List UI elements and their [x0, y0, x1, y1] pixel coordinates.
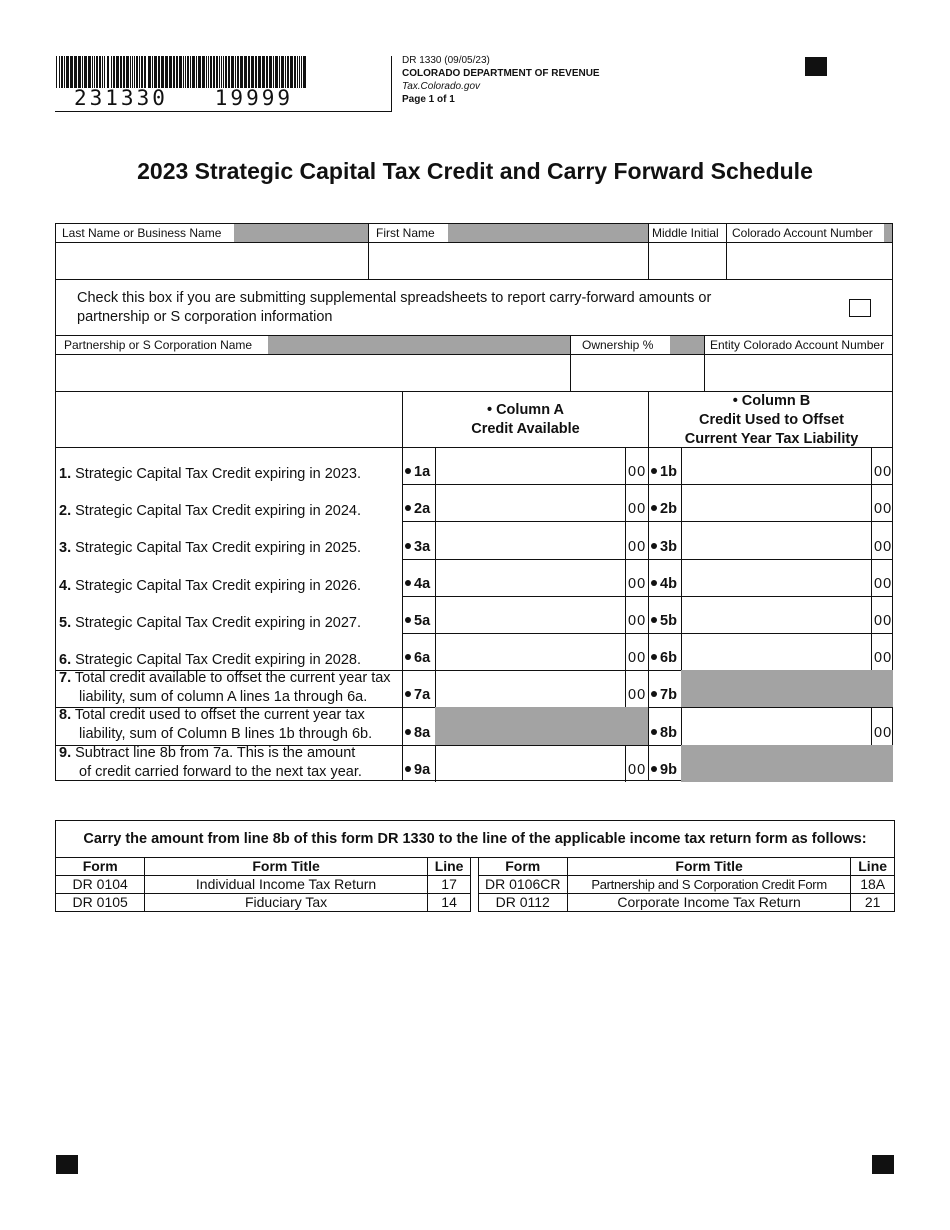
line-description	[59, 669, 391, 707]
registration-mark	[872, 1155, 894, 1174]
entity-account-label: Entity Colorado Account Number	[710, 338, 885, 352]
divider	[402, 391, 403, 781]
divider	[402, 633, 893, 634]
column-b-subtitle: Current Year Tax Liability	[684, 431, 859, 447]
bullet-icon	[405, 617, 411, 623]
line-code-b	[651, 650, 677, 666]
column-b-amount-input[interactable]	[683, 635, 869, 668]
divider	[625, 596, 626, 633]
code-label: 1b	[660, 464, 677, 481]
cents-label: 00	[874, 724, 893, 741]
line-header: Line	[851, 858, 895, 876]
divider	[402, 484, 893, 485]
divider	[681, 559, 682, 596]
shaded-cell	[435, 707, 648, 744]
cents-label: 00	[628, 464, 647, 481]
form-title-cell: Corporate Income Tax Return	[567, 894, 850, 912]
shaded-cell	[681, 670, 893, 707]
line-description	[59, 651, 361, 670]
line-cell: 18A	[851, 876, 895, 894]
code-label: 3a	[414, 538, 431, 555]
column-a-amount-input[interactable]	[437, 523, 623, 556]
line-text: liability, sum of column A lines 1a through 6a.	[79, 689, 368, 706]
line-text: liability, sum of Column B lines 1b through 6b.	[79, 726, 373, 743]
cents-label: 00	[628, 613, 647, 629]
divider	[625, 447, 626, 484]
column-b-subtitle: Credit Used to Offset	[698, 412, 844, 428]
table-gap	[471, 894, 478, 912]
website-link[interactable]: Tax.Colorado.gov	[402, 81, 481, 92]
divider	[871, 596, 872, 633]
line-number: 5.	[59, 614, 72, 631]
bullet-icon	[651, 468, 657, 474]
form-title-header: Form Title	[145, 858, 427, 876]
line-description	[59, 539, 361, 558]
middle-initial-label: Middle Initial	[652, 226, 719, 240]
carry-caption: Carry the amount from line 8b of this form DR 1330 to the line of the applicable income tax return form as follows:	[56, 821, 895, 858]
form-title-cell: Individual Income Tax Return	[145, 876, 427, 894]
divider	[435, 596, 436, 633]
line-text: Total credit used to offset the current year tax	[74, 707, 365, 724]
column-a-header	[404, 401, 647, 439]
cents-label: 00	[628, 761, 647, 778]
bullet-icon	[405, 729, 411, 735]
line-text: Strategic Capital Tax Credit expiring in 2025.	[75, 540, 361, 557]
line-code-a	[405, 464, 430, 480]
line-code-a	[405, 725, 430, 741]
bullet-icon	[651, 691, 657, 697]
table-row	[56, 876, 895, 894]
form-title-header: Form Title	[567, 858, 850, 876]
line-text: Strategic Capital Tax Credit expiring in 2023.	[75, 466, 361, 482]
divider	[402, 596, 893, 597]
code-label: 1a	[414, 464, 431, 481]
column-a-title: • Column A	[486, 402, 565, 418]
column-a-subtitle: Credit Available	[471, 421, 580, 437]
divider	[704, 336, 705, 391]
line-code-a	[405, 762, 430, 778]
divider	[625, 670, 626, 707]
divider	[648, 391, 649, 781]
line-text: Total credit available to offset the current year tax	[74, 670, 391, 687]
table-row	[56, 894, 895, 912]
form-cell: DR 0105	[56, 894, 145, 912]
divider	[871, 707, 872, 744]
barcode-divider	[391, 56, 392, 112]
divider	[625, 559, 626, 596]
divider	[871, 447, 872, 484]
form-cell: DR 0112	[478, 894, 567, 912]
partnership-name-input[interactable]	[57, 356, 569, 390]
column-b-title: • Column B	[732, 393, 811, 409]
shaded-cell	[681, 745, 893, 782]
bullet-icon	[405, 654, 411, 660]
divider	[402, 559, 893, 560]
line-description	[59, 744, 362, 782]
line-code-a	[405, 613, 430, 629]
divider	[625, 745, 626, 782]
page-number: Page 1 of 1	[402, 94, 455, 105]
column-a-amount-input[interactable]	[437, 486, 623, 519]
divider	[435, 447, 436, 484]
first-name-input[interactable]	[370, 244, 647, 278]
line-code-a	[405, 576, 430, 592]
divider	[625, 633, 626, 670]
line-text: Subtract line 8b from 7a. This is the amount	[75, 744, 356, 761]
line-number: 9.	[59, 744, 72, 761]
line-cell: 21	[851, 894, 895, 912]
table-gap	[471, 876, 478, 894]
bullet-icon	[405, 468, 411, 474]
column-a-amount-input[interactable]	[437, 561, 623, 594]
code-label: 9a	[414, 761, 431, 778]
code-label: 3b	[660, 538, 677, 555]
divider	[726, 224, 727, 279]
cents-label: 00	[874, 613, 893, 629]
column-a-amount-input[interactable]	[437, 598, 623, 631]
divider	[56, 447, 893, 448]
divider	[435, 559, 436, 596]
cents-label: 00	[628, 575, 647, 592]
code-label: 7b	[660, 687, 677, 704]
bullet-icon	[405, 543, 411, 549]
column-b-amount-input[interactable]	[683, 449, 869, 482]
bullet-icon	[651, 654, 657, 660]
first-name-label: First Name	[376, 226, 435, 240]
divider	[435, 633, 436, 670]
divider	[625, 484, 626, 521]
line-code-a	[405, 650, 430, 666]
line-text: Strategic Capital Tax Credit expiring in 2028.	[75, 652, 361, 668]
bullet-icon	[651, 543, 657, 549]
line-number: 6.	[59, 652, 72, 668]
line-cell: 14	[427, 894, 471, 912]
form-cell: DR 0106CR	[478, 876, 567, 894]
line-number: 1.	[59, 466, 72, 482]
entity-account-input[interactable]	[706, 356, 892, 390]
bullet-icon	[405, 505, 411, 511]
ownership-label: Ownership %	[582, 338, 654, 352]
bullet-icon	[651, 766, 657, 772]
cents-label: 00	[874, 650, 893, 667]
divider	[435, 521, 436, 558]
line-description	[59, 706, 372, 744]
divider	[681, 484, 682, 521]
line-code-a	[405, 687, 430, 703]
line-number: 4.	[59, 577, 72, 594]
line-code-b	[651, 687, 677, 703]
cents-label: 00	[628, 501, 647, 518]
line-text: Strategic Capital Tax Credit expiring in 2026.	[75, 577, 361, 594]
line-number: 3.	[59, 540, 72, 557]
divider	[648, 224, 649, 279]
divider	[56, 242, 893, 243]
page-title: 2023 Strategic Capital Tax Credit and Carry Forward Schedule	[137, 158, 813, 184]
form-cell: DR 0104	[56, 876, 145, 894]
divider	[871, 521, 872, 558]
department-name: COLORADO DEPARTMENT OF REVENUE	[402, 68, 600, 79]
column-a-amount-input[interactable]	[437, 672, 623, 705]
line-code-a	[405, 539, 430, 555]
divider	[368, 224, 369, 279]
divider	[871, 633, 872, 670]
code-label: 8b	[660, 724, 677, 741]
divider	[435, 484, 436, 521]
last-name-label: Last Name or Business Name	[62, 226, 222, 240]
label-shade	[448, 224, 648, 242]
code-label: 2a	[414, 501, 431, 518]
code-label: 7a	[414, 687, 431, 704]
barcode-number: 231330 19999	[74, 86, 294, 110]
barcode-underline	[55, 111, 392, 112]
line-text: of credit carried forward to the next tax year.	[79, 763, 362, 780]
line-number: 8.	[59, 707, 72, 724]
line-text: Strategic Capital Tax Credit expiring in 2027.	[75, 614, 361, 631]
middle-initial-input[interactable]	[650, 244, 725, 278]
table-gap	[471, 858, 478, 876]
line-text: Strategic Capital Tax Credit expiring in 2024.	[75, 503, 361, 520]
cents-label: 00	[628, 687, 647, 704]
registration-mark	[56, 1155, 78, 1174]
line-description	[59, 502, 361, 521]
last-name-input[interactable]	[57, 244, 367, 278]
divider	[681, 633, 682, 670]
cents-label: 00	[628, 650, 647, 667]
column-a-amount-input[interactable]	[437, 449, 623, 482]
code-label: 6a	[414, 650, 431, 667]
divider	[56, 279, 893, 280]
column-b-amount-input[interactable]	[683, 561, 869, 594]
divider	[681, 707, 682, 744]
code-label: 5b	[660, 613, 677, 629]
label-shade	[884, 224, 892, 242]
label-shade	[234, 224, 368, 242]
form-header	[402, 54, 600, 106]
line-code-b	[651, 501, 677, 517]
divider	[681, 447, 682, 484]
divider	[625, 521, 626, 558]
ownership-input[interactable]	[572, 356, 703, 390]
divider	[570, 336, 571, 391]
cents-label: 00	[874, 501, 893, 518]
line-cell: 17	[427, 876, 471, 894]
line-number: 2.	[59, 503, 72, 520]
bullet-icon	[651, 580, 657, 586]
supplemental-checkbox[interactable]	[849, 299, 871, 317]
form-title-cell: Fiduciary Tax	[145, 894, 427, 912]
divider	[56, 354, 893, 355]
divider	[435, 745, 436, 782]
column-a-amount-input[interactable]	[437, 635, 623, 668]
divider	[402, 521, 893, 522]
divider	[435, 670, 436, 707]
barcode	[56, 56, 308, 88]
line-code-b	[651, 613, 677, 629]
bullet-icon	[651, 505, 657, 511]
bullet-icon	[405, 691, 411, 697]
form-id: DR 1330 (09/05/23)	[402, 55, 490, 66]
line-number: 7.	[59, 670, 72, 687]
column-b-amount-input[interactable]	[683, 709, 869, 742]
divider	[871, 559, 872, 596]
code-label: 5a	[414, 613, 431, 629]
column-b-header	[650, 392, 893, 449]
line-code-b	[651, 762, 677, 778]
bullet-icon	[405, 766, 411, 772]
divider	[681, 521, 682, 558]
form-title-cell: Partnership and S Corporation Credit Form	[567, 876, 850, 894]
checkbox-text: partnership or S corporation information	[77, 309, 333, 325]
column-b-amount-input[interactable]	[683, 598, 869, 631]
label-shade	[268, 336, 570, 354]
column-a-amount-input[interactable]	[437, 747, 623, 780]
form-header: Form	[478, 858, 567, 876]
column-b-amount-input[interactable]	[683, 486, 869, 519]
divider	[681, 596, 682, 633]
cents-label: 00	[874, 538, 893, 555]
carry-forward-table	[55, 820, 895, 912]
line-description	[59, 577, 361, 596]
bullet-icon	[651, 729, 657, 735]
bullet-icon	[405, 580, 411, 586]
account-number-label: Colorado Account Number	[732, 226, 873, 240]
line-code-b	[651, 725, 677, 741]
divider	[871, 484, 872, 521]
partnership-name-label: Partnership or S Corporation Name	[64, 338, 253, 352]
registration-mark	[805, 57, 827, 76]
cents-label: 00	[628, 538, 647, 555]
code-label: 2b	[660, 501, 677, 518]
line-code-b	[651, 464, 677, 480]
cents-label: 00	[874, 575, 893, 592]
form-header: Form	[56, 858, 145, 876]
account-number-input[interactable]	[728, 244, 892, 278]
line-header: Line	[427, 858, 471, 876]
code-label: 9b	[660, 761, 677, 778]
line-code-a	[405, 501, 430, 517]
checkbox-text: Check this box if you are submitting supplemental spreadsheets to report carry-forward amounts or	[77, 290, 712, 306]
code-label: 8a	[414, 724, 431, 741]
cents-label: 00	[874, 464, 893, 481]
line-code-b	[651, 576, 677, 592]
bullet-icon	[651, 617, 657, 623]
table-header-row	[56, 858, 895, 876]
code-label: 6b	[660, 650, 677, 667]
line-description	[59, 465, 361, 484]
code-label: 4b	[660, 575, 677, 592]
line-code-b	[651, 539, 677, 555]
label-shade	[670, 336, 704, 354]
column-b-amount-input[interactable]	[683, 523, 869, 556]
code-label: 4a	[414, 575, 431, 592]
line-description	[59, 614, 361, 633]
